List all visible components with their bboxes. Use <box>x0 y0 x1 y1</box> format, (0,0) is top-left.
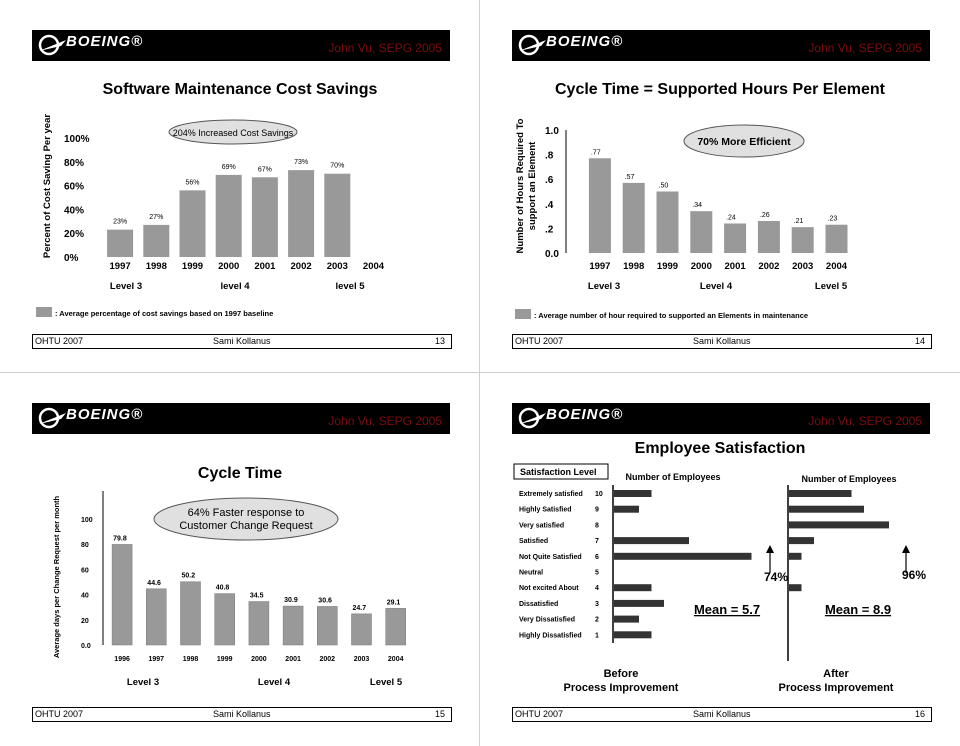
x-tick-label: 2003 <box>792 261 814 272</box>
arrow-head-after <box>902 545 910 553</box>
x-tick-label: 1999 <box>181 261 204 272</box>
satisfaction-level-label: Dissatisfied <box>519 600 559 608</box>
x-tick-label: 1999 <box>656 261 679 272</box>
bar <box>216 175 242 257</box>
bar-before <box>614 537 689 544</box>
x-tick-label: 2000 <box>690 261 712 272</box>
level-label: Level 3 <box>126 677 160 688</box>
y-tick-label: 100% <box>64 134 90 145</box>
callout-text: 64% Faster response to <box>187 507 305 519</box>
watermark-text: John Vu, SEPG 2005 <box>808 41 922 55</box>
slide-15 <box>0 373 480 746</box>
x-tick-label: 2002 <box>290 261 312 272</box>
bar-value-label: 30.9 <box>284 597 298 605</box>
level-label: level 5 <box>335 281 365 292</box>
slide-title: Cycle Time <box>197 465 283 482</box>
chart-16 <box>480 373 960 746</box>
bar-value-label: .77 <box>590 149 601 157</box>
watermark-text: John Vu, SEPG 2005 <box>328 414 442 428</box>
bar-value-label: 34.5 <box>249 592 264 600</box>
watermark-text: John Vu, SEPG 2005 <box>808 414 922 428</box>
bar-value-label: 24.7 <box>352 604 367 612</box>
after-label: After <box>823 668 849 680</box>
y-tick-label: 60 <box>81 567 89 575</box>
arrow-head-before <box>766 545 774 553</box>
x-tick-label: 2004 <box>387 656 404 663</box>
bar <box>143 225 169 257</box>
satisfaction-score: 4 <box>595 585 599 593</box>
slide-footer <box>32 707 452 722</box>
bar-value-label: 67% <box>257 166 272 174</box>
bar-after <box>789 506 864 513</box>
footer-page: 15 <box>434 709 445 719</box>
satisfaction-level-label: Highly Satisfied <box>519 506 572 514</box>
bar-after <box>789 537 814 544</box>
x-tick-label: 2003 <box>326 261 348 272</box>
callout-text: 204% Increased Cost Savings <box>172 128 294 138</box>
bar <box>352 614 372 645</box>
bar <box>283 606 303 645</box>
boeing-wordmark: BOEING® <box>546 406 624 423</box>
y-tick-label: .6 <box>545 175 554 187</box>
bar-after <box>789 553 802 560</box>
x-tick-label: 1997 <box>589 261 611 272</box>
y-tick-label: 40% <box>64 205 85 217</box>
bar <box>826 225 848 253</box>
bar-before <box>614 600 664 607</box>
slide-footer <box>512 334 932 349</box>
footer-author: Sami Kollanus <box>693 709 751 719</box>
level-label: Level 3 <box>587 281 621 292</box>
bar <box>324 174 350 257</box>
callout-text: Customer Change Request <box>179 520 313 532</box>
slide-title: Employee Satisfaction <box>634 440 806 457</box>
slide-title: Software Maintenance Cost Savings <box>102 81 378 98</box>
y-tick-label: .4 <box>545 199 554 211</box>
y-tick-label: 60% <box>64 181 85 193</box>
before-label: Before <box>603 668 639 680</box>
satisfaction-score: 2 <box>595 616 599 624</box>
before-mean: Mean = 5.7 <box>693 602 761 617</box>
bar-value-label: 70% <box>330 162 345 170</box>
bar-value-label: .57 <box>624 173 635 181</box>
satisfaction-level-label: Extremely satisfied <box>519 491 583 498</box>
level-label: Level 3 <box>109 281 143 292</box>
bar-before <box>614 584 652 591</box>
x-tick-label: 1999 <box>216 656 233 663</box>
bar <box>724 223 746 253</box>
bar <box>180 190 206 257</box>
y-tick-label: 0.0 <box>545 249 559 260</box>
legend-swatch <box>515 309 531 319</box>
y-axis-label: Average days per Change Request per month <box>52 495 61 659</box>
bar-after <box>789 521 889 528</box>
slide-13 <box>0 0 480 373</box>
level-label: Level 5 <box>814 281 848 292</box>
before-percent: 74% <box>763 570 789 584</box>
boeing-wordmark: BOEING® <box>66 406 144 423</box>
bar-value-label: 69% <box>221 163 236 171</box>
bar-value-label: 79.8 <box>113 535 127 543</box>
x-tick-label: 1997 <box>109 261 131 272</box>
bar <box>181 582 201 645</box>
bar-value-label: 73% <box>294 159 309 167</box>
footer-org: OHTU 2007 <box>35 336 84 346</box>
satisfaction-score: 3 <box>595 600 599 608</box>
bar-value-label: .26 <box>759 212 770 220</box>
bar <box>249 602 269 645</box>
footer-org: OHTU 2007 <box>515 336 564 346</box>
x-tick-label: 2001 <box>254 261 276 272</box>
y-tick-label: .2 <box>545 224 554 236</box>
x-tick-label: 2002 <box>319 656 336 663</box>
footer-org: OHTU 2007 <box>35 709 84 719</box>
level-label: level 4 <box>220 281 250 292</box>
satisfaction-level-label: Highly Dissatisfied <box>519 632 582 640</box>
bar-before <box>614 616 639 623</box>
chart-15 <box>0 373 480 746</box>
x-tick-label: 1998 <box>145 261 167 272</box>
callout-bubble <box>154 498 338 540</box>
satisfaction-level-label: Not Quite Satisfied <box>519 553 582 561</box>
footer-page: 14 <box>914 336 925 346</box>
chart-13 <box>0 0 480 373</box>
y-tick-label: 0% <box>64 253 79 264</box>
bar <box>758 221 780 253</box>
column-header-after: Number of Employees <box>801 474 897 484</box>
slide-title: Cycle Time = Supported Hours Per Element <box>554 81 886 98</box>
y-tick-label: 80% <box>64 157 85 169</box>
bar-value-label: 44.6 <box>147 579 161 587</box>
satisfaction-score: 5 <box>595 569 599 577</box>
chart-14 <box>480 0 960 373</box>
bar-value-label: 50.2 <box>181 572 196 580</box>
footer-author: Sami Kollanus <box>693 336 751 346</box>
after-label: Process Improvement <box>778 682 894 694</box>
bar <box>107 230 133 257</box>
x-tick-label: 2000 <box>251 656 267 663</box>
bar-after <box>789 584 802 591</box>
after-mean: Mean = 8.9 <box>824 602 892 617</box>
satisfaction-level-label: Very satisfied <box>519 522 565 530</box>
footer-author: Sami Kollanus <box>213 709 271 719</box>
y-tick-label: 0.0 <box>81 643 91 650</box>
bar-value-label: 27% <box>149 213 164 221</box>
satisfaction-score: 1 <box>595 632 599 640</box>
boeing-wordmark: BOEING® <box>66 33 144 50</box>
bar <box>146 589 166 645</box>
y-axis-label: Percent of Cost Saving Per year <box>42 113 53 259</box>
bar <box>386 608 406 645</box>
bar <box>112 544 132 645</box>
bar-value-label: .34 <box>692 202 703 210</box>
x-tick-label: 2004 <box>362 261 385 272</box>
slide-footer <box>512 707 932 722</box>
legend-text: : Average percentage of cost savings based on 1997 baseline <box>55 309 274 318</box>
satisfaction-score: 8 <box>595 522 599 530</box>
level-label: Level 5 <box>369 677 403 688</box>
satisfaction-score: 9 <box>595 506 599 514</box>
bar <box>288 170 314 257</box>
bar-before <box>614 490 652 497</box>
y-tick-label: 100 <box>81 517 93 524</box>
slide-16 <box>480 373 960 746</box>
satisfaction-score: 6 <box>595 553 599 561</box>
after-percent: 96% <box>901 568 927 582</box>
slide-footer <box>32 334 452 349</box>
footer-page: 13 <box>434 336 445 346</box>
level-label: Level 4 <box>257 677 291 688</box>
bar-value-label: .50 <box>658 182 669 190</box>
bar <box>623 183 645 253</box>
bar-before <box>614 631 652 638</box>
y-tick-label: 20% <box>64 229 85 241</box>
x-tick-label: 1997 <box>148 656 165 663</box>
bar-value-label: .23 <box>827 215 838 223</box>
y-tick-label: 80 <box>81 542 89 550</box>
x-tick-label: 2001 <box>285 656 301 663</box>
y-axis-label: support an Element <box>527 141 538 231</box>
bar <box>589 158 611 253</box>
bar <box>690 211 712 253</box>
bar <box>657 192 679 254</box>
y-tick-label: 1.0 <box>545 126 559 137</box>
legend-text: : Average number of hour required to supported an Elements in maintenance <box>534 311 809 320</box>
bar-value-label: 56% <box>185 179 200 187</box>
bar <box>792 227 814 253</box>
column-header-before: Number of Employees <box>625 472 721 482</box>
x-tick-label: 1998 <box>623 261 645 272</box>
watermark-text: John Vu, SEPG 2005 <box>328 41 442 55</box>
satisfaction-score: 7 <box>595 538 599 546</box>
bar-before <box>614 553 752 560</box>
footer-page: 16 <box>914 709 925 719</box>
y-axis-label: Number of Hours Required To <box>515 118 526 254</box>
bar-before <box>614 506 639 513</box>
satisfaction-level-label: Neutral <box>519 569 544 577</box>
x-tick-label: 2001 <box>724 261 746 272</box>
y-tick-label: .8 <box>545 150 554 162</box>
callout-text: 70% More Efficient <box>697 136 791 148</box>
satisfaction-header: Satisfaction Level <box>520 467 597 477</box>
bar <box>252 177 278 257</box>
bar-value-label: .24 <box>726 214 736 222</box>
x-tick-label: 1998 <box>182 656 199 663</box>
bar-value-label: .21 <box>793 218 804 226</box>
satisfaction-score: 10 <box>595 491 603 498</box>
footer-author: Sami Kollanus <box>213 336 271 346</box>
x-tick-label: 2002 <box>758 261 780 272</box>
legend-swatch <box>36 307 52 317</box>
x-tick-label: 2004 <box>825 261 848 272</box>
before-label: Process Improvement <box>563 682 679 694</box>
bar-after <box>789 490 852 497</box>
footer-org: OHTU 2007 <box>515 709 564 719</box>
x-tick-label: 1996 <box>114 656 130 663</box>
bar <box>317 606 337 645</box>
slide-14 <box>480 0 960 373</box>
satisfaction-level-label: Very Dissatisfied <box>519 616 576 624</box>
bar-value-label: 40.8 <box>215 584 230 592</box>
level-label: Level 4 <box>699 281 733 292</box>
x-tick-label: 2003 <box>353 656 370 663</box>
x-tick-label: 2000 <box>218 261 240 272</box>
bar-value-label: 23% <box>113 218 128 226</box>
satisfaction-level-label: Not excited About <box>519 585 579 593</box>
bar-value-label: 29.1 <box>386 599 401 607</box>
y-tick-label: 20 <box>81 617 89 625</box>
boeing-wordmark: BOEING® <box>546 33 624 50</box>
bar-value-label: 30.6 <box>318 597 332 605</box>
bar <box>215 594 235 645</box>
satisfaction-level-label: Satisfied <box>519 538 549 546</box>
y-tick-label: 40 <box>81 592 89 600</box>
